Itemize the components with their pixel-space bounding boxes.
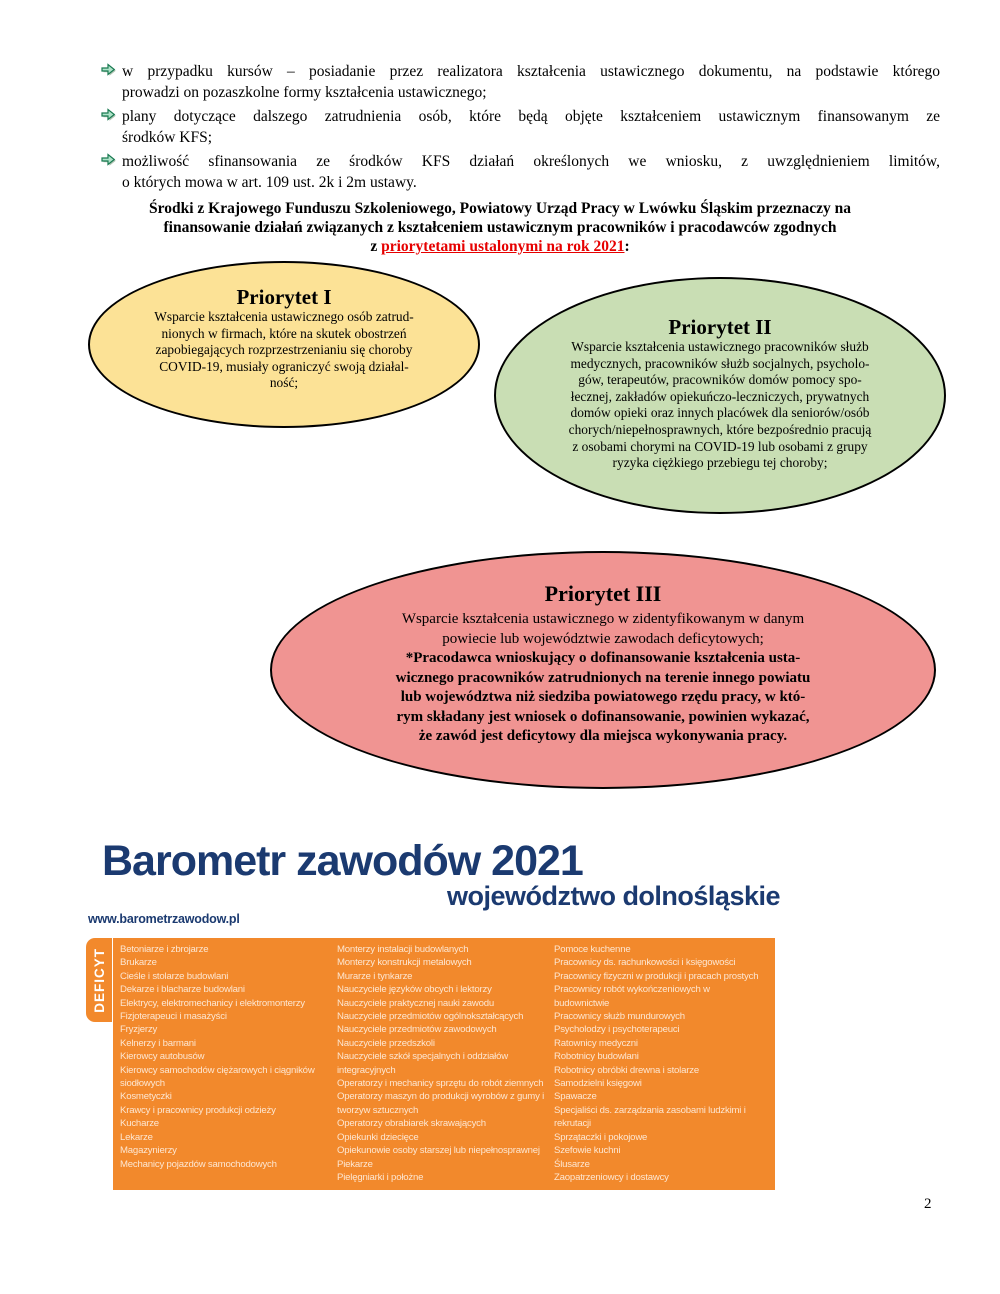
priority-3-bold-line: że zawód jest deficytowy dla miejsca wykonywania pracy. (418, 728, 788, 744)
deficit-occupation: Robotnicy budowlani (554, 1051, 639, 1063)
deficit-occupation: Spawacze (554, 1091, 597, 1103)
deficit-occupation: Operatorzy i mechanicy sprzętu do robót ziemnych (337, 1078, 544, 1090)
deficit-table (86, 938, 775, 1190)
kfs-statement-line: finansowanie działań związanych z kształceniem ustawicznym pracowników i pracodawców zgodnych (163, 219, 837, 236)
deficit-occupation: Ratownicy medyczni (554, 1037, 638, 1049)
priority-3-bold-note (320, 649, 886, 747)
deficit-occupation: Operatorzy obrabiarek skrawających (337, 1118, 486, 1130)
deficit-occupation: Kelnerzy i barmani (120, 1037, 196, 1049)
deficit-table-body (113, 938, 775, 1190)
page-number: 2 (924, 1196, 932, 1212)
deficit-label-tab (86, 938, 112, 1022)
priority-1-body (128, 309, 440, 392)
priority-1-line: COVID-19, musiały ograniczyć swoją działal- (159, 358, 409, 374)
priority-2-line: medycznych, pracowników służb socjalnych, psycholo- (570, 355, 870, 371)
priority-1-ellipse (88, 261, 480, 428)
priority-2-line: z osobami chorymi na COVID-19 lub osobami z grupy (572, 438, 868, 454)
deficit-occupation: Kosmetyczki (120, 1091, 172, 1103)
link-prefix: z (370, 238, 382, 255)
deficit-occupation: Brukarze (120, 957, 157, 969)
deficit-occupation: Nauczyciele języków obcych i lektorzy (337, 984, 492, 996)
priority-1-title: Priorytet I (236, 285, 332, 309)
kfs-statement (62, 199, 938, 256)
deficit-occupation: Nauczyciele przedmiotów zawodowych (337, 1024, 497, 1036)
bullet-line: prowadzi on pozaszkolne formy kształcenia ustawicznego; (122, 84, 487, 101)
priority-2-line: łecznej, zakładów opiekuńczo-leczniczych, prywatnych (570, 388, 870, 404)
deficit-column-3 (554, 943, 771, 1184)
kfs-statement-line: Środki z Krajowego Funduszu Szkoleniowego, Powiatowy Urząd Pracy w Lwówku Śląskim przeznaczy na (149, 200, 851, 217)
priority-2-line: Wsparcie kształcenia ustawicznego pracowników służb (571, 339, 869, 354)
deficit-occupation: Kucharze (120, 1118, 159, 1130)
barometer-url: www.barometrzawodow.pl (88, 912, 240, 926)
arrow-right-icon (100, 106, 122, 148)
priority-2-line: ryzyka ciężkiego przebiegu tej choroby; (612, 455, 828, 471)
priority-3-body (320, 610, 886, 649)
deficit-occupation: Robotnicy obróbki drewna i stolarze (554, 1064, 699, 1076)
deficit-occupation: Zaopatrzeniowcy i dostawcy (554, 1171, 669, 1183)
priority-2-body (522, 339, 918, 472)
priority-3-line: Wsparcie kształcenia ustawicznego w zidentyfikowanym w danym (401, 611, 805, 627)
deficit-column-1 (120, 943, 337, 1184)
deficit-occupation: Murarze i tynkarze (337, 970, 413, 982)
deficit-occupation: Pracownicy fizyczni w produkcji i pracach prostych (554, 970, 759, 982)
deficit-occupation: Szefowie kuchni (554, 1145, 621, 1157)
deficit-occupation: Krawcy i pracownicy produkcji odzieży (120, 1104, 276, 1116)
deficit-occupation: Operatorzy maszyn do produkcji wyrobów z gumy i tworzyw sztucznych (337, 1091, 545, 1116)
priority-3-bold-line: wicznego pracowników zatrudnionych na terenie innego powiatu (395, 669, 811, 686)
priorities-2021-link[interactable]: priorytetami ustalonymi na rok 2021 (381, 238, 625, 255)
deficit-occupation: Pielęgniarki i położne (337, 1171, 424, 1183)
bullet-item (100, 106, 940, 148)
bullet-text (122, 61, 940, 103)
bullet-text (122, 151, 940, 193)
priority-1-line: zapobiegających rozprzestrzenianiu się choroby (155, 342, 413, 357)
priority-3-bold-line: rym składany jest wniosek o dofinansowanie, powinien wykazać, (396, 708, 810, 725)
deficit-occupation: Lekarze (120, 1131, 153, 1143)
priority-2-line: chorych/niepełnosprawnych, które bezpośrednio pracują (568, 421, 872, 437)
deficit-occupation: Nauczyciele przedmiotów ogólnokształcących (337, 1011, 524, 1023)
bullet-text (122, 106, 940, 148)
deficit-occupation: Opiekunowie osoby starszej lub niepełnosprawnej (337, 1145, 540, 1157)
deficit-occupation: Kierowcy samochodów ciężarowych i ciągników siodłowych (120, 1064, 315, 1090)
priority-1-line: ność; (269, 375, 299, 390)
intro-bullet-list (100, 61, 940, 196)
priority-3-bold-line: lub województwa niż siedziba powiatowego rzędu pracy, w któ- (400, 689, 806, 705)
priority-3-title: Priorytet III (544, 581, 662, 606)
barometer-subtitle: województwo dolnośląskie (446, 881, 780, 911)
bullet-line: plany dotyczące dalszego zatrudnienia osób, które będą objęte kształceniem ustawicznym finansowanym ze (122, 108, 940, 125)
deficit-occupation: Monterzy konstrukcji metalowych (337, 957, 472, 969)
priority-3-ellipse (270, 551, 936, 789)
deficit-occupation: Opiekunki dziecięce (337, 1131, 419, 1143)
priority-2-line: gów, terapeutów, pracowników domów pomocy spo- (578, 372, 862, 388)
deficit-occupation: Magazynierzy (120, 1145, 177, 1157)
link-suffix: : (624, 238, 630, 255)
deficit-occupation: Pracownicy służb mundurowych (554, 1011, 685, 1023)
deficit-occupation: Samodzielni księgowi (554, 1078, 642, 1090)
deficit-occupation: Piekarze (337, 1158, 373, 1170)
deficit-occupation: Specjaliści ds. zarządzania zasobami ludzkimi i rekrutacji (554, 1104, 746, 1130)
deficit-occupation: Sprzątaczki i pokojowe (554, 1131, 648, 1143)
priority-2-title: Priorytet II (668, 315, 772, 339)
deficit-occupation: Betoniarze i zbrojarze (120, 944, 209, 955)
priority-1-line: Wsparcie kształcenia ustawicznego osób zatrud- (154, 309, 414, 324)
arrow-right-icon (100, 61, 122, 103)
barometer-header (88, 838, 780, 926)
deficit-column-2 (337, 943, 554, 1184)
deficit-occupation: Dekarze i blacharze budowlani (120, 984, 245, 996)
priority-2-line: domów opieki oraz innych placówek dla seniorów/osób (570, 405, 870, 421)
barometer-title: Barometr zawodów 2021 (102, 837, 583, 885)
deficit-occupation: Ślusarze (554, 1158, 590, 1170)
arrow-right-icon (100, 151, 122, 193)
deficit-label: DEFICYT (91, 947, 107, 1013)
deficit-occupation: Pracownicy ds. rachunkowości i księgowości (554, 957, 736, 969)
priority-1-line: nionych w firmach, które na skutek obostrzeń (161, 325, 407, 341)
deficit-occupation: Cieśle i stolarze budowlani (120, 970, 229, 982)
bullet-line: w przypadku kursów – posiadanie przez realizatora kształcenia ustawicznego dokumentu, na podstawie którego (122, 63, 940, 80)
deficit-occupation: Kierowcy autobusów (120, 1051, 205, 1063)
bullet-item (100, 151, 940, 193)
deficit-occupation: Nauczyciele praktycznej nauki zawodu (337, 997, 495, 1009)
priority-3-bold-line: *Pracodawca wnioskujący o dofinansowanie kształcenia usta- (405, 650, 801, 666)
bullet-line: możliwość sfinansowania ze środków KFS działań określonych we wniosku, z uwzględnieniem limitów, (122, 153, 940, 170)
bullet-item (100, 61, 940, 103)
deficit-occupation: Nauczyciele przedszkoli (337, 1037, 435, 1049)
deficit-occupation: Pracownicy robót wykończeniowych w budownictwie (554, 984, 710, 1009)
deficit-occupation: Psycholodzy i psychoterapeuci (554, 1024, 680, 1036)
deficit-occupation: Pomoce kuchenne (554, 944, 631, 955)
priority-2-ellipse (494, 277, 946, 514)
deficit-occupation: Nauczyciele szkół specjalnych i oddziałów integracyjnych (337, 1051, 508, 1076)
deficit-occupation: Elektrycy, elektromechanicy i elektromonterzy (120, 997, 305, 1009)
deficit-occupation: Fryzjerzy (120, 1024, 158, 1036)
deficit-occupation: Mechanicy pojazdów samochodowych (120, 1158, 277, 1170)
deficit-occupation: Fizjoterapeuci i masażyści (120, 1011, 227, 1023)
bullet-line: środków KFS; (122, 129, 213, 146)
deficit-occupation: Monterzy instalacji budowlanych (337, 944, 469, 955)
kfs-statement-line (62, 237, 938, 256)
priority-3-line: powiecie lub województwie zawodach deficytowych; (442, 630, 764, 647)
bullet-line: o których mowa w art. 109 ust. 2k i 2m ustawy. (122, 174, 417, 191)
